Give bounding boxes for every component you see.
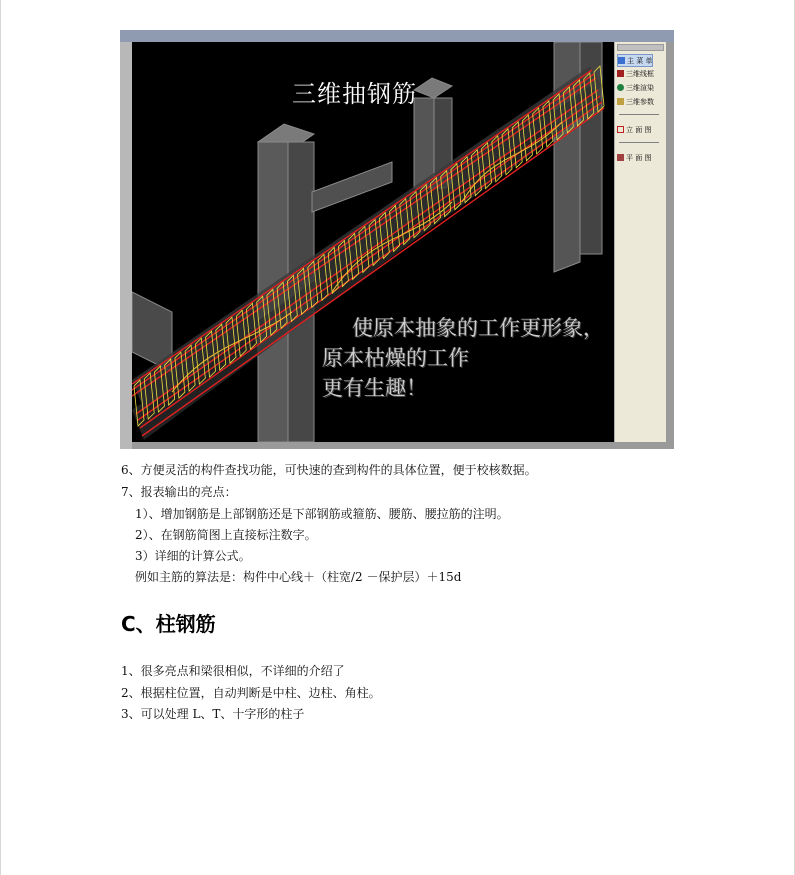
3d-viewport[interactable]: [132, 42, 614, 442]
viewport-caption-line-1: 使原本抽象的工作更形象，: [352, 316, 604, 340]
plan-icon: [617, 154, 624, 161]
report-point-1: 1）、增加钢筋是上部钢筋还是下部钢筋或箍筋、腰筋、腰拉筋的注明。: [135, 507, 509, 521]
panel-separator: [619, 114, 659, 115]
viewport-caption-line-3: 更有生趣！: [322, 376, 427, 400]
section-heading: C、柱钢筋: [121, 612, 216, 636]
menu-icon: [618, 57, 625, 64]
panel-separator: [619, 142, 659, 143]
menu-item-params[interactable]: [617, 96, 654, 107]
wireframe-icon: [617, 70, 624, 77]
menu-item-elevation[interactable]: [617, 124, 651, 135]
render-icon: [617, 84, 624, 91]
menu-item-plan[interactable]: [617, 152, 651, 163]
menu-item-label: 平 面 图: [626, 153, 652, 162]
menu-item-label: 三维参数: [626, 97, 654, 106]
formula-example: 例如主筋的算法是：构件中心线＋（柱宽/2 －保护层）＋15d: [135, 570, 462, 584]
menu-item-wireframe[interactable]: [617, 68, 654, 79]
side-menu-panel: [614, 42, 666, 442]
rebar-3d-screenshot: [120, 30, 674, 449]
column-point-3: 3、可以处理 L、T、十字形的柱子: [121, 707, 305, 721]
body-line-6: 6、方便灵活的构件查找功能，可快速的查到构件的具体位置，便于校核数据。: [121, 463, 537, 477]
viewport-title: 三维抽钢筋: [292, 80, 417, 108]
menu-item-label: 立 面 图: [626, 125, 652, 134]
window-title-bar: [120, 30, 674, 42]
page-border-left: [0, 0, 1, 875]
report-point-3: 3）详细的计算公式。: [135, 549, 251, 563]
menu-item-label: 主 菜 单: [627, 56, 653, 65]
menu-item-render[interactable]: [617, 82, 654, 93]
report-point-2: 2）、在钢筋简图上直接标注数字。: [135, 528, 317, 542]
menu-item-label: 三维线框: [626, 69, 654, 78]
menu-item-main[interactable]: [617, 54, 653, 67]
window-left-frame: [120, 42, 132, 449]
menu-item-label: 三维渲染: [626, 83, 654, 92]
viewport-caption-line-2: 原本枯燥的工作: [322, 346, 469, 370]
params-icon: [617, 98, 624, 105]
body-line-7: 7、报表输出的亮点：: [121, 485, 237, 499]
elevation-icon: [617, 126, 624, 133]
column-point-1: 1、很多亮点和梁很相似，不详细的介绍了: [121, 664, 345, 678]
panel-drag-handle[interactable]: [617, 44, 664, 51]
column-point-2: 2、根据柱位置，自动判断是中柱、边柱、角柱。: [121, 686, 381, 700]
